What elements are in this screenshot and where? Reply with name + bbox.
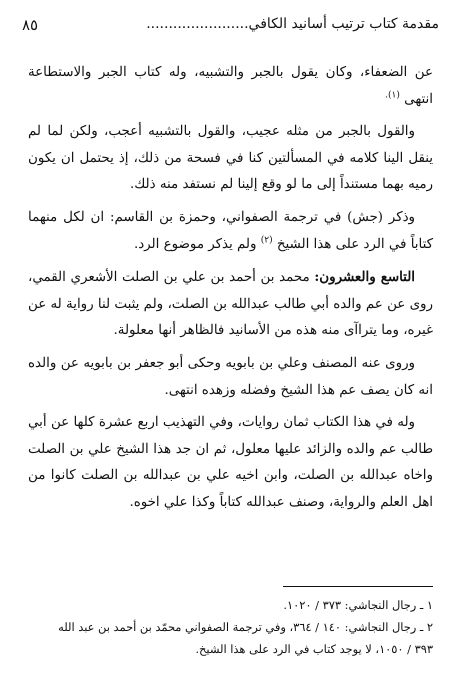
paragraph-4: [28, 264, 433, 345]
main-text: [28, 60, 433, 523]
footnote-ref-2[interactable]: (٢): [260, 235, 273, 246]
footnote-1: ١ ـ رجال النجاشي: ٣٧٣ / ١٠٢٠.: [283, 598, 433, 612]
paragraph-4-text: محمد بن أحمد بن علي بن الصلت الأشعري القمي، روى عن عم والده أبي طالب عبدالله بن الصلت، ولم يثبت لنا رواية له عن غيره، وما يتراآى منه هذه من الأسانيد فالظاهر أنها معلولة.: [28, 270, 433, 339]
paragraph-5: وروى عنه المصنف وعلي بن بابويه وحكى أبو جعفر بن بابويه عن والده انه كان يصف عم هذا الشيخ وفضله وزهده انتهى.: [28, 355, 433, 398]
paragraph-6: وله في هذا الكتاب ثمان روايات، وفي التهذيب اربع عشرة كلها عن أبي طالب عم والده والزائد عليها معلول، ثم ان جد هذا الشيخ علي بن الصلت واخاه عبدالله بن الصلت، وابن اخيه علي بن عبدالله بن الصلت كانوا من اهل العلم والرواية، وصنف عبدالله كتاباً وكذا علي اخوه.: [28, 415, 433, 510]
paragraph-3: [28, 205, 433, 258]
footnote-2: ٢ ـ رجال النجاشي: ١٤٠ / ٣٦٤، وفي ترجمة الصفواني محمّد بن أحمد بن عبد الله: [58, 620, 433, 634]
page-number: ٨٥: [22, 16, 39, 34]
paragraph-1-text: عن الضعفاء، وكان يقول بالجبر والتشبيه، وله كتاب الجبر والاستطاعة انتهى: [28, 65, 433, 107]
paragraph-2: والقول بالجبر من مثله عجيب، والقول بالتشبيه أعجب، ولكن لما لم ينقل الينا كلامه في المسألتين كنا في فسحة من ذلك، إذ يحتمل ان يكون رميه بهما مستنداً إلى ما لو وقع إلينا لم نستفد منه ذلك.: [28, 124, 433, 193]
footnotes: [28, 594, 433, 660]
running-title: مقدمة كتاب ترتيب أسانيد الكافي.......................: [146, 16, 439, 32]
paragraph-3-text-b: ولم يذكر موضوع الرد.: [133, 236, 261, 252]
entry-heading: التاسع والعشرون:: [314, 269, 415, 286]
footnote-divider: [283, 586, 433, 587]
paragraph-3-text-a: وذكر (جش) في ترجمة الصفواني، وحمزة بن القاسم: ان لكل منهما كتاباً في الرد على هذا الشيخ: [28, 209, 433, 252]
paragraph-1: [28, 60, 433, 113]
footnote-ref-1[interactable]: (١).: [385, 90, 400, 101]
footnote-2-continued: ٣٩٣ / ١٠٥٠، لا يوجد كتاب في الرد على هذا الشيخ.: [195, 642, 433, 656]
page-header: [22, 16, 439, 40]
